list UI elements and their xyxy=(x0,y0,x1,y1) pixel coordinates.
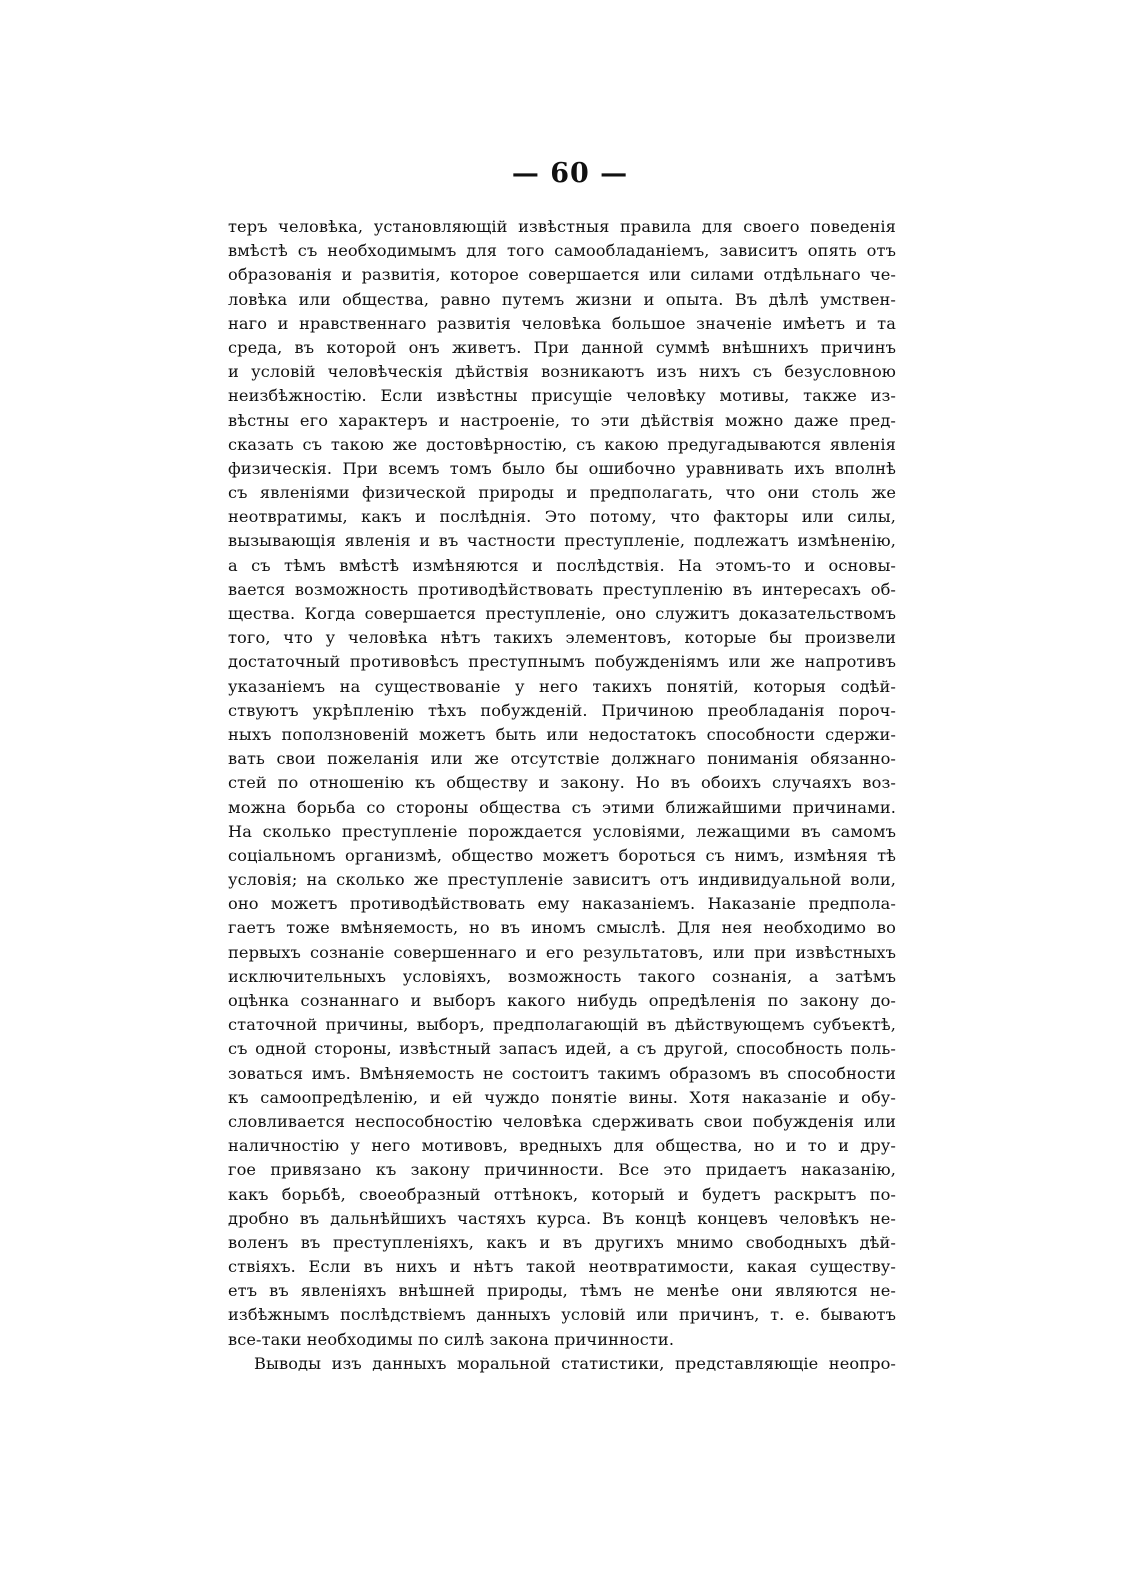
text-line: статочной причины, выборъ, предполагающій въ дѣйствующемъ субъектѣ, xyxy=(228,1015,896,1035)
text-line: сказать съ такою же достовѣрностію, съ какою предугадываются явленія xyxy=(228,434,896,454)
text-line: указаніемъ на существованіе у него такихъ понятій, которыя содѣй- xyxy=(228,676,896,696)
text-line: дробно въ дальнѣйшихъ частяхъ курса. Въ концѣ концевъ человѣкъ не- xyxy=(228,1208,896,1228)
paragraph-start-line: Выводы изъ данныхъ моральной статистики, представляющіе неопро- xyxy=(254,1353,896,1373)
text-line: исключительныхъ условіяхъ, возможность такого сознанія, а затѣмъ xyxy=(228,966,896,986)
text-line: къ самоопредѣленію, и ей чуждо понятіе вины. Хотя наказаніе и обу- xyxy=(228,1087,896,1107)
text-line: ствуютъ укрѣпленію тѣхъ побужденій. Причиною преобладанія пороч- xyxy=(228,700,896,720)
text-line: оно можетъ противодѣйствовать ему наказаніемъ. Наказаніе предпола- xyxy=(228,894,896,914)
text-line: неизбѣжностію. Если извѣстны присущіе человѣку мотивы, также из- xyxy=(228,386,896,406)
text-line: вать свои пожеланія или же отсутствіе должнаго пониманія обязанно- xyxy=(228,749,896,769)
text-line: зоваться имъ. Вмѣняемость не состоитъ такимъ образомъ въ способности xyxy=(228,1063,896,1083)
body-text xyxy=(228,215,896,1376)
text-line: можна борьба со стороны общества съ этими ближайшими причинами. xyxy=(228,797,896,817)
text-line: образованія и развитія, которое совершается или силами отдѣльнаго че- xyxy=(228,265,896,285)
text-line: щества. Когда совершается преступленіе, оно служитъ доказательствомъ xyxy=(228,604,896,623)
text-line: съ одной стороны, извѣстный запасъ идей, а съ другой, способность поль- xyxy=(228,1039,896,1059)
text-line: етъ въ явленіяхъ внѣшней природы, тѣмъ не менѣе они являются не- xyxy=(228,1281,896,1301)
page-number: — 60 — xyxy=(511,158,629,189)
text-line: вызывающія явленія и въ частности преступленіе, подлежатъ измѣненію, xyxy=(228,531,896,551)
text-line: достаточный противовѣсъ преступнымъ побужденіямъ или же напротивъ xyxy=(228,652,896,672)
text-line: того, что у человѣка нѣтъ такихъ элементовъ, которые бы произвели xyxy=(228,628,896,648)
text-line: условія; на сколько же преступленіе зависитъ отъ индивидуальной воли, xyxy=(228,870,896,890)
text-line: съ явленіями физической природы и предполагать, что они столь же xyxy=(228,483,896,503)
text-line: наличностію у него мотивовъ, вредныхъ для общества, но и то и дру- xyxy=(228,1136,896,1156)
text-line: избѣжнымъ послѣдствіемъ данныхъ условій или причинъ, т. е. бываютъ xyxy=(228,1305,896,1325)
text-line: ствіяхъ. Если въ нихъ и нѣтъ такой неотвратимости, какая существу- xyxy=(228,1257,896,1277)
text-line: физическія. При всемъ томъ было бы ошибочно уравнивать ихъ вполнѣ xyxy=(228,458,896,478)
text-line: теръ человѣка, установляющій извѣстныя правила для своего поведенія xyxy=(228,217,896,236)
text-line: вается возможность противодѣйствовать преступленію въ интересахъ об- xyxy=(228,579,896,599)
text-line: воленъ въ преступленіяхъ, какъ и въ другихъ мнимо свободныхъ дѣй- xyxy=(228,1232,896,1252)
text-line: наго и нравственнаго развитія человѣка большое значеніе имѣетъ и та xyxy=(228,313,896,333)
text-line: соціальномъ организмѣ, общество можетъ бороться съ нимъ, измѣняя тѣ xyxy=(228,845,896,865)
text-line: гаетъ тоже вмѣняемость, но въ иномъ смыслѣ. Для нея необходимо во xyxy=(228,918,896,938)
text-line: а съ тѣмъ вмѣстѣ измѣняются и послѣдствія. На этомъ-то и основы- xyxy=(228,555,896,575)
text-line: гое привязано къ закону причинности. Все это придаетъ наказанію, xyxy=(228,1160,896,1180)
text-line: ныхъ поползновеній можетъ быть или недостатокъ способности сдержи- xyxy=(228,724,896,744)
text-line: и условій человѣческія дѣйствія возникаютъ изъ нихъ съ безусловною xyxy=(228,362,896,382)
text-line: неотвратимы, какъ и послѣднія. Это потому, что факторы или силы, xyxy=(228,507,896,527)
text-line: оцѣнка сознаннаго и выборъ какого нибудь опредѣленія по закону до- xyxy=(228,991,896,1010)
paragraph-end-line: все-таки необходимы по силѣ закона причинности. xyxy=(228,1329,675,1349)
text-line: какъ борьбѣ, своеобразный оттѣнокъ, который и будетъ раскрытъ по- xyxy=(228,1184,896,1204)
text-line: ловѣка или общества, равно путемъ жизни и опыта. Въ дѣлѣ умствен- xyxy=(228,289,896,309)
text-line: На сколько преступленіе порождается условіями, лежащими въ самомъ xyxy=(228,821,896,841)
text-line: среда, въ которой онъ живетъ. При данной суммѣ внѣшнихъ причинъ xyxy=(228,337,896,357)
text-line: словливается неспособностію человѣка сдерживать свои побужденія или xyxy=(228,1111,896,1131)
text-line: первыхъ сознаніе совершеннаго и его результатовъ, или при извѣстныхъ xyxy=(228,942,896,962)
text-line: стей по отношенію къ обществу и закону. Но въ обоихъ случаяхъ воз- xyxy=(228,773,896,793)
text-line: вѣстны его характеръ и настроеніе, то эти дѣйствія можно даже пред- xyxy=(228,410,896,430)
text-line: вмѣстѣ съ необходимымъ для того самообладаніемъ, зависитъ опять отъ xyxy=(228,241,896,261)
